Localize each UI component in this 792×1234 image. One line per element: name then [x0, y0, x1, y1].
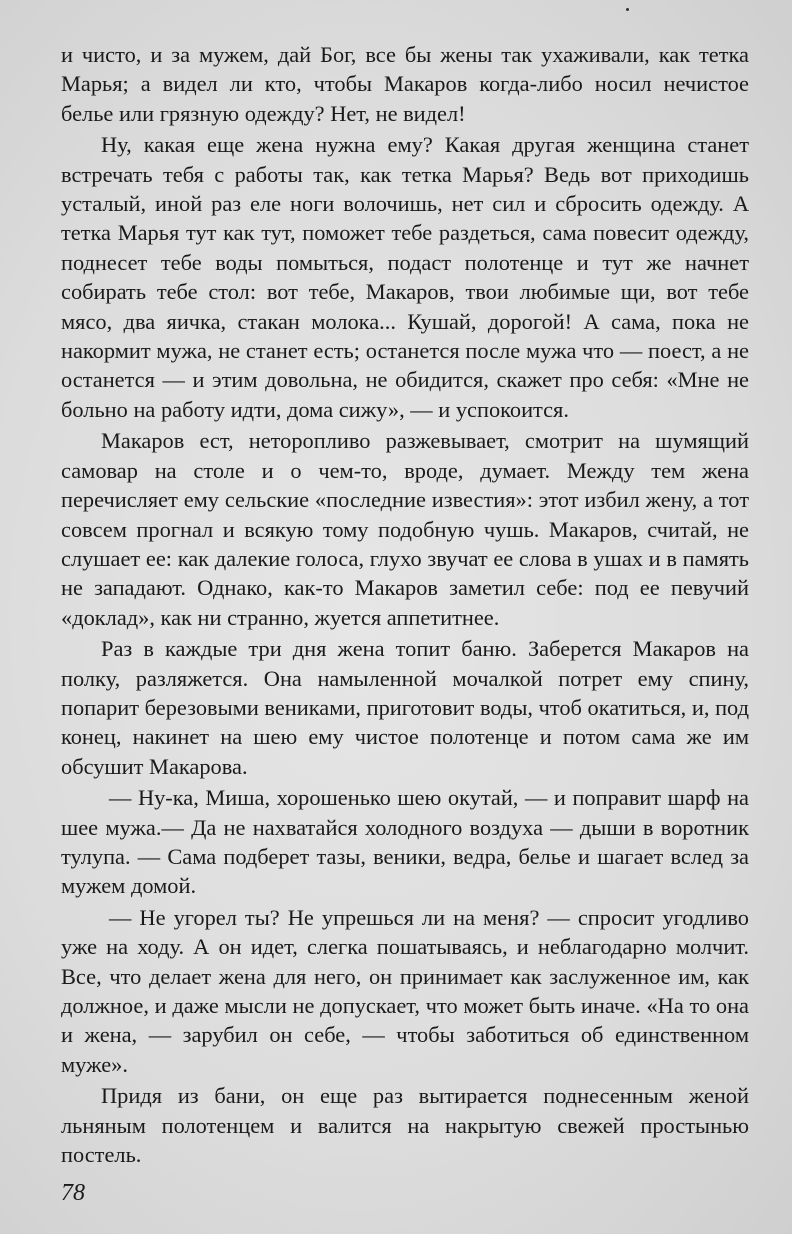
paragraph-2: Ну, какая еще жена нужна ему? Какая другая женщина станет встречать тебя с работы так, как тетка Марья? Ведь вот приходишь усталый, иной раз еле ноги волочишь, нет сил и сбросить одежду. А тетка Марья тут как тут, поможет тебе раздеться, сама повесит одежду, поднесет тебе воды помыться, подаст полотенце и тут же начнет собирать тебе стол: вот тебе, Макаров, твои любимые щи, вот тебе мясо, два яичка, стакан молока... Кушай, дорогой! А сама, пока не накормит мужа, не станет есть; останется после мужа что — поест, а не останется — и этим довольна, не обидится, скажет про себя: «Мне не больно на работу идти, дома сижу», — и успокоится.: [61, 132, 749, 422]
page-number: 78: [61, 1180, 85, 1206]
paragraph-3: Макаров ест, неторопливо разжевывает, смотрит на шумящий самовар на столе и о чем-то, вроде, думает. Между тем жена перечисляет ему сельские «последние известия»: этот избил жену, а тот совсем прогнал и всякую тому подобную чушь. Макаров, считай, не слушает ее: как далекие голоса, глухо звучат ее слова в ушах и в память не западают. Однако, как-то Макаров заметил себе: под ее певучий «доклад», как ни странно, жуется аппетитнее.: [61, 428, 749, 630]
paragraph-6: — Не угорел ты? Не упрешься ли на меня? — спросит угодливо уже на ходу. А он идет, слегка пошатываясь, и неблагодарно молчит. Все, что делает жена для него, он принимает как заслуженное им, как должное, и даже мысли не допускает, что может быть иначе. «На то она и жена, — зарубил он себе, — чтобы заботиться об единственном муже».: [61, 904, 749, 1077]
paragraph-4: Раз в каждые три дня жена топит баню. Заберется Макаров на полку, разляжется. Она намыленной мочалкой потрет ему спину, попарит березовыми вениками, приготовит воды, чтоб окатиться, и, под конец, накинет на шею ему чистое полотенце и потом сама же им обсушит Макарова.: [61, 636, 749, 779]
print-speck: [626, 8, 629, 11]
paragraph-5: — Ну-ка, Миша, хорошенько шею окутай, — и поправит шарф на шее мужа.— Да не нахватайся холодного воздуха — дыши в воротник тулупа. — Сама подберет тазы, веники, ведра, белье и шагает вслед за мужем домой.: [61, 785, 749, 899]
paragraph-7: Придя из бани, он еще раз вытирается поднесенным женой льняным полотенцем и валится на накрытую свежей простынью постель.: [61, 1083, 749, 1168]
paragraph-1: и чисто, и за мужем, дай Бог, все бы жены так ухаживали, как тетка Марья; а видел ли кто, чтобы Макаров когда-либо носил нечистое белье или грязную одежду? Нет, не видел!: [61, 42, 749, 126]
page-text: [61, 40, 749, 1169]
